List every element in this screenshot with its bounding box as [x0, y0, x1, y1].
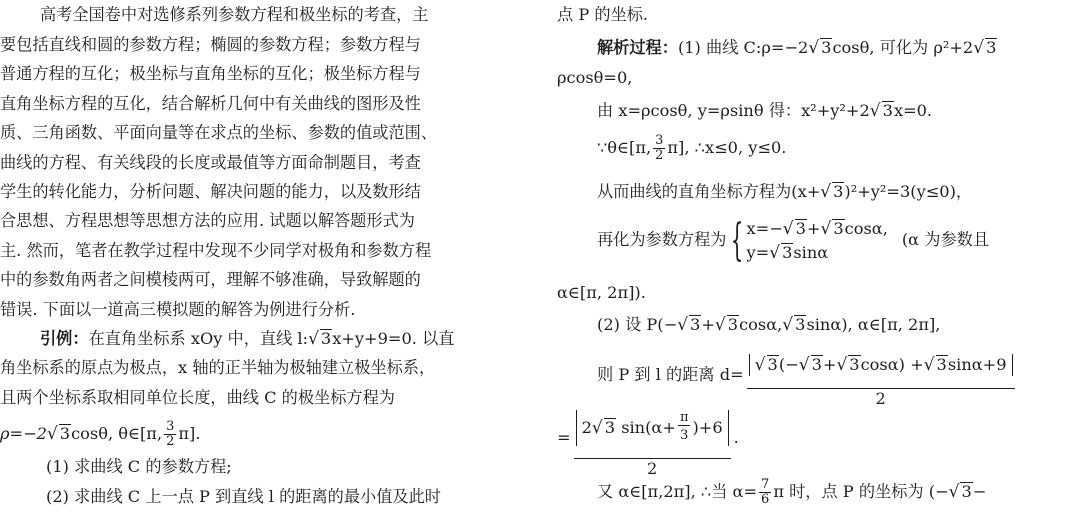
solution-line: 从而曲线的直角坐标方程为(x+√ 3)²+y²=3(y≤0)，: [597, 182, 973, 202]
intro-line: 合思想、方程思想等思想方法的应用. 试题以解答题形式为: [0, 211, 415, 230]
fraction: $\frac{3}{2}$: [166, 419, 175, 449]
intro-line: 高考全国卷中对选修系列参数方程和极坐标的考查，主: [40, 5, 429, 24]
fraction: $\frac{7}{6}$: [761, 477, 770, 507]
parametric-system-line: 再化为参数方程为{ x=−√ 3+√ 3cosα, y=√ 3sinα (α 为参数且: [597, 214, 990, 266]
solution-line: 又 α∈[π,2π], ∴当 α= $\frac{7}{6}$ π 时，点 P 的坐标为 (−√ 3−: [597, 477, 987, 507]
solution-line: 由 x=ρcosθ, y=ρsinθ 得：x²+y²+2√ 3x=0.: [597, 101, 933, 121]
brace-symbol: {: [730, 214, 743, 266]
solution-line: α∈[π, 2π]).: [557, 283, 646, 302]
example-line: 角坐标系的原点为极点，x 轴的正半轴为极轴建立极坐标系，: [0, 358, 436, 377]
intro-line: 中的参数角两者之间模棱两可，理解不够准确，导致解题的: [0, 270, 421, 289]
fraction: $\frac{3}{2}$: [655, 133, 664, 163]
result-fraction: 2√ 3 sin(α+ $\frac{\pi}{3}$ )+6 2: [574, 398, 731, 479]
solution-line: ρcosθ=0,: [557, 68, 633, 87]
polar-equation: ρ=−2√ 3cosθ, θ∈[π, $\frac{3}{2}$ π].: [0, 419, 201, 449]
equation-system: x=−√ 3+√ 3cosα, y=√ 3sinα: [746, 218, 888, 263]
distance-fraction: $\frac{√ 3(-√ 3+√ 3\cos\alpha) +√ 3\sin\alpha+9}{2}$: [747, 342, 1015, 409]
solution-label: 解析过程：: [597, 38, 678, 57]
example-line: 且两个坐标系取相同单位长度，曲线 C 的极坐标方程为: [0, 388, 395, 407]
intro-line: 直角坐标方程的互化，结合解析几何中有关曲线的图形及性: [0, 94, 421, 113]
example-line: 引例：在直角坐标系 xOy 中，直线 l:√ 3x+y+9=0. 以直: [40, 329, 455, 349]
intro-line: 主. 然而，笔者在教学过程中发现不少同学对极角和参数方程: [0, 241, 432, 260]
solution-line: (2) 设 P(−√ 3+√ 3cosα,√ 3sinα), α∈[π, 2π],: [597, 315, 941, 335]
example-label: 引例：: [40, 329, 89, 348]
intro-line: 质、三角函数、平面向量等在求点的坐标、参数的值或范围、: [0, 123, 438, 142]
distance-result: = 2√ 3 sin(α+ $\frac{\pi}{3}$ )+6 2 .: [557, 398, 739, 479]
intro-line: 错误. 下面以一道高三模拟题的解答为例进行分析.: [0, 300, 356, 319]
question-1: (1) 求曲线 C 的参数方程;: [46, 457, 232, 476]
intro-line: 普通方程的互化；极坐标与直角坐标的互化；极坐标方程与: [0, 64, 421, 83]
intro-line: 学生的转化能力，分析问题、解决问题的能力，以及数形结: [0, 182, 421, 201]
distance-formula: 则 P 到 l 的距离 d= $\frac{√ 3(-√ 3+√ 3\cos\alpha) +√ 3\sin\alpha+9}{2}$: [597, 342, 1018, 409]
intro-line: 曲线的方程、有关线段的长度或最值等方面命制题目，考查: [0, 153, 421, 172]
question-2: (2) 求曲线 C 上一点 P 到直线 l 的距离的最小值及此时: [46, 487, 441, 506]
solution-line: ∵θ∈[π, $\frac{3}{2}$ π], ∴x≤0, y≤0.: [597, 133, 787, 163]
solution-line: 解析过程：(1) 曲线 C:ρ=−2√ 3cosθ, 可化为 ρ²+2√ 3: [597, 38, 997, 58]
intro-line: 要包括直线和圆的参数方程；椭圆的参数方程；参数方程与: [0, 35, 421, 54]
continued-line: 点 P 的坐标.: [557, 5, 649, 24]
